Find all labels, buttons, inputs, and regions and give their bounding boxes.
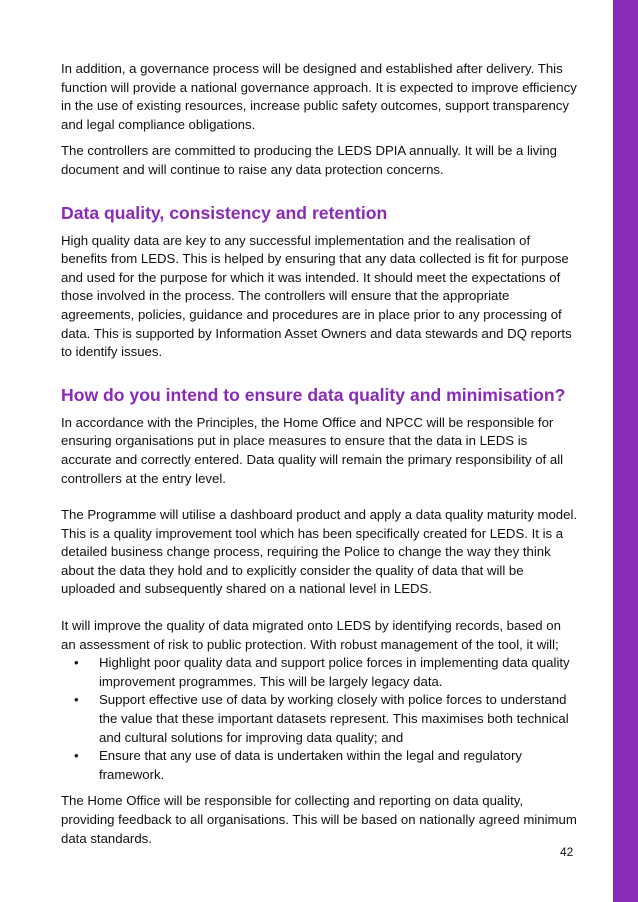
bullet-list [61,654,579,784]
section-heading-data-quality: Data quality, consistency and retention [61,202,388,223]
list-item-text: Support effective use of data by working closely with police forces to understand the value that these important datasets represent. This maximises both technical and cultural solutions for improving data quality; and [99,692,569,745]
list-item [61,747,579,784]
list-item [61,691,579,747]
list-item-text: Highlight poor quality data and support police forces in implementing data quality improvement programmes. This will be largely legacy data. [99,655,570,689]
bullet-icon: • [74,692,79,708]
bullet-icon: • [74,655,79,671]
page-number: 42 [560,845,574,859]
page-side-bar [613,0,638,902]
governance-paragraph: In addition, a governance process will be designed and established after delivery. This function will provide a national governance approach. It is expected to improve efficiency in the use of existing resources, increase public safety outcomes, support transparency and legal compliance obligations. [61,61,577,132]
programme-paragraph: The Programme will utilise a dashboard product and apply a data quality maturity model. This is a quality improvement tool which has been specifically created for LEDS. It is a detailed business change process, requiring the Police to change the way they think about the data they hold and to explicitly consider the quality of data that will be uploaded and subsequently shared on a national level in LEDS. [61,507,578,597]
bullet-icon: • [74,748,79,764]
section-heading-minimisation: How do you intend to ensure data quality and minimisation? [61,384,566,405]
dpia-paragraph: The controllers are committed to producing the LEDS DPIA annually. It will be a living document and will continue to raise any data protection concerns. [61,143,557,177]
list-item-text: Ensure that any use of data is undertaken within the legal and regulatory framework. [99,748,523,782]
list-item [61,654,579,691]
principles-paragraph: In accordance with the Principles, the Home Office and NPCC will be responsible for ensuring organisations put in place measures to ensure that the data in LEDS is accurate and correctly entered. Data quality will remain the primary responsibility of all controllers at the entry level. [61,414,564,486]
document-body [61,60,579,848]
data-quality-paragraph: High quality data are key to any successful implementation and the realisation of benefits from LEDS. This is helped by ensuring that any data collected is fit for purpose and used for the purpose for which it was intended. It should meet the expectations of those involved in the process. The controllers will ensure that the appropriate agreements, policies, guidance and procedures are in place prior to any processing of data. This is supported by Information Asset Owners and data stewards and DQ reports to identify issues. [61,232,572,360]
home-office-paragraph: The Home Office will be responsible for collecting and reporting on data quality, providing feedback to all organisations. This will be based on nationally agreed minimum data standards. [61,793,577,846]
improve-quality-paragraph: It will improve the quality of data migrated onto LEDS by identifying records, based on an assessment of risk to public protection. With robust management of the tool, it will; [61,618,561,652]
